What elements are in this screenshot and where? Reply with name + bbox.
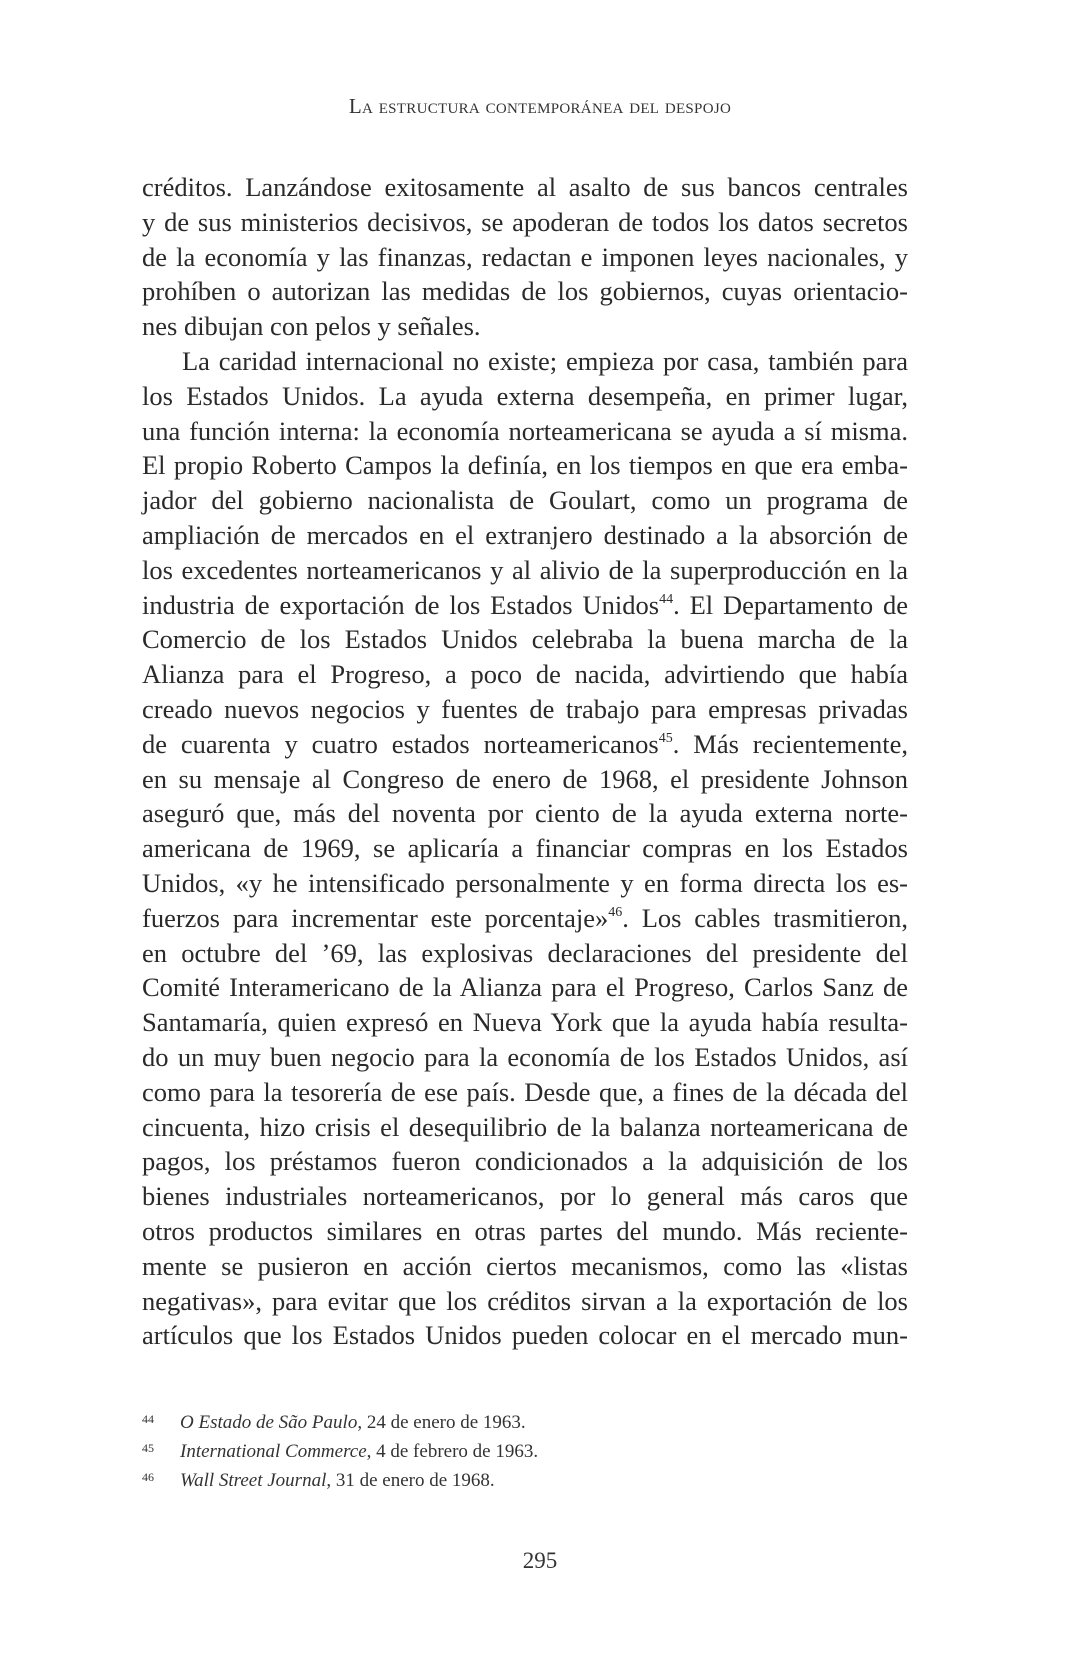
body-line: nes dibujan con pelos y señales. <box>142 311 481 342</box>
footnote-46: 46 Wall Street Journal, 31 de enero de 1968. <box>142 1466 842 1495</box>
footnotes <box>142 1408 842 1495</box>
body-line: los excedentes norteamericanos y al alivio de la superproducción en la <box>142 554 908 585</box>
body-line: y de sus ministerios decisivos, se apoderan de todos los datos secretos <box>142 206 908 237</box>
body-line: de la economía y las finanzas, redactan e imponen leyes nacionales, y <box>142 241 908 272</box>
body-line: como para la tesorería de ese país. Desde que, a fines de la década del <box>142 1076 908 1107</box>
footnote-number: 44 <box>142 1412 154 1426</box>
body-line: El propio Roberto Campos la definía, en los tiempos en que era emba- <box>142 450 908 481</box>
body-line: ampliación de mercados en el extranjero destinado a la absorción de <box>142 519 908 550</box>
body-line: mente se pusieron en acción ciertos mecanismos, como las «listas <box>142 1250 908 1281</box>
body-line: otros productos similares en otras partes del mundo. Más reciente- <box>142 1215 908 1246</box>
body-line: artículos que los Estados Unidos pueden colocar en el mercado mun- <box>142 1320 908 1351</box>
body-line: en octubre del ’69, las explosivas declaraciones del presidente del <box>142 937 908 968</box>
footnote-ref-46[interactable]: 46 <box>608 904 623 920</box>
page-number: 295 <box>522 1548 558 1573</box>
body-line: Unidos, «y he intensificado personalmente y en forma directa los es- <box>142 867 908 898</box>
body-line: créditos. Lanzándose exitosamente al asalto de sus bancos centrales <box>142 172 908 202</box>
body-line: en su mensaje al Congreso de enero de 1968, el presidente Johnson <box>142 763 908 794</box>
footnote-source: Wall Street Journal <box>180 1470 327 1491</box>
body-text <box>142 170 908 1353</box>
body-line: fuerzos para incrementar este porcentaje»$^{46}$. Los cables trasmitieron, <box>142 902 909 933</box>
body-line: jador del gobierno nacionalista de Goulart, como un programa de <box>142 485 908 516</box>
body-line: una función interna: la economía norteamericana se ayuda a sí misma. <box>142 415 908 446</box>
footnote-ref-45[interactable]: 45 <box>658 730 673 746</box>
body-line: industria de exportación de los Estados Unidos$^{44}$. El Departamento de <box>142 589 908 620</box>
body-line: negativas», para evitar que los créditos sirvan a la exportación de los <box>142 1285 908 1316</box>
footnote-source: International Commerce <box>180 1441 367 1462</box>
running-head: La estructura contemporánea del despojo <box>348 94 732 118</box>
paragraph-start-line: La caridad internacional no existe; empieza por casa, también para <box>182 345 908 376</box>
footnote-number: 46 <box>142 1470 154 1484</box>
body-line: aseguró que, más del noventa por ciento de la ayuda externa norte- <box>142 798 908 829</box>
footnote-ref-44[interactable]: 44 <box>659 591 674 607</box>
body-line: Santamaría, quien expresó en Nueva York que la ayuda había resulta- <box>142 1007 908 1038</box>
body-line: bienes industriales norteamericanos, por lo general más caros que <box>142 1181 908 1212</box>
body-line: de cuarenta y cuatro estados norteamericanos$^{45}$. Más recientemente, <box>142 728 908 759</box>
body-line: do un muy buen negocio para la economía de los Estados Unidos, así <box>142 1041 908 1072</box>
body-line: creado nuevos negocios y fuentes de trabajo para empresas privadas <box>142 693 908 724</box>
body-line: los Estados Unidos. La ayuda externa desempeña, en primer lugar, <box>142 380 908 411</box>
body-line: cincuenta, hizo crisis el desequilibrio de la balanza norteamericana de <box>142 1111 908 1142</box>
body-line: pagos, los préstamos fueron condicionados a la adquisición de los <box>142 1146 908 1177</box>
body-line: Comercio de los Estados Unidos celebraba la buena marcha de la <box>142 624 908 655</box>
body-line: Alianza para el Progreso, a poco de nacida, advirtiendo que había <box>142 659 908 690</box>
footnote-number: 45 <box>142 1441 154 1455</box>
footnote-44: 44 O Estado de São Paulo, 24 de enero de 1963. <box>142 1408 842 1437</box>
body-line: Comité Interamericano de la Alianza para el Progreso, Carlos Sanz de <box>142 972 908 1003</box>
body-line: prohíben o autorizan las medidas de los gobiernos, cuyas orientacio- <box>142 276 908 307</box>
footnote-source: O Estado de São Paulo <box>180 1412 358 1433</box>
body-line: americana de 1969, se aplicaría a financiar compras en los Estados <box>142 833 908 864</box>
footnote-45: 45 International Commerce, 4 de febrero de 1963. <box>142 1437 842 1466</box>
